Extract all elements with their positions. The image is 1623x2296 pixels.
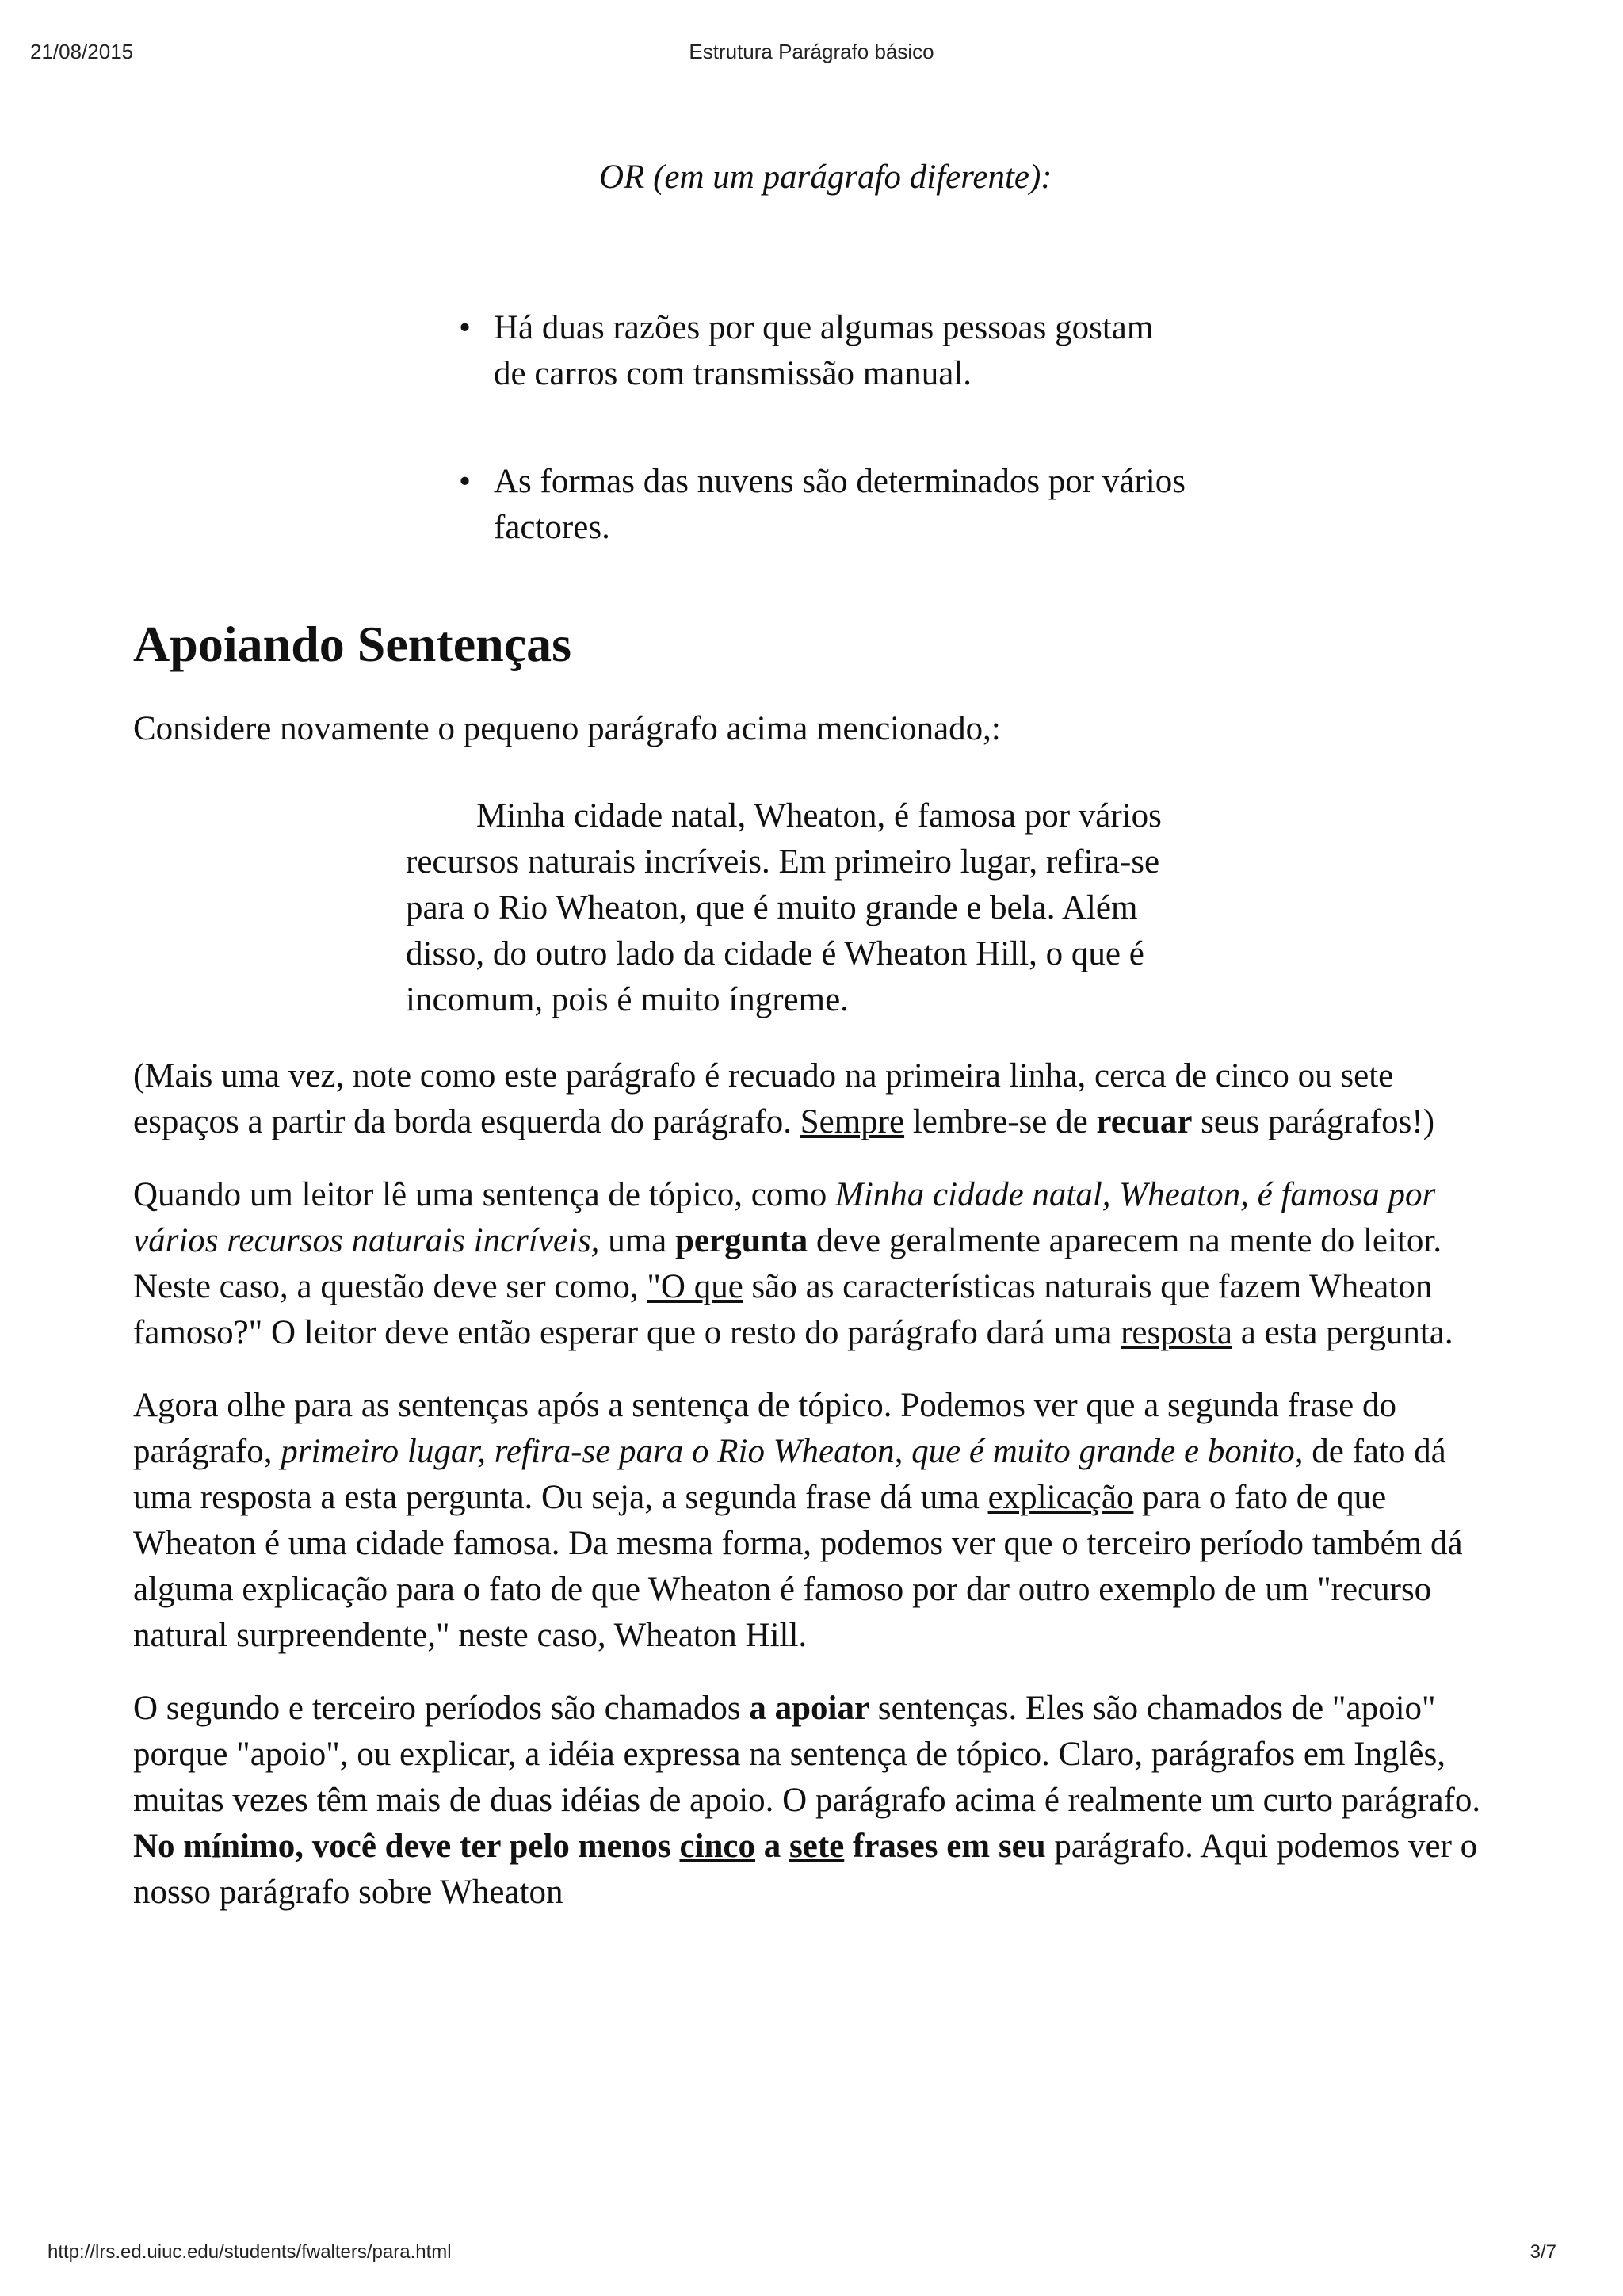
bold-text: recuar bbox=[1096, 1103, 1193, 1140]
bold-text: pergunta bbox=[674, 1222, 808, 1259]
underlined-text: explicação bbox=[987, 1479, 1134, 1516]
supporting-analysis-paragraph bbox=[133, 1383, 1496, 1659]
list-item-text: Há duas razões por que algumas pessoas gostam de carros com transmissão manual. bbox=[494, 309, 1154, 392]
text-run: são as características naturais que fazem Wheaton famoso?" O leitor deve então esperar que o resto do parágrafo dará uma bbox=[133, 1268, 1433, 1351]
text-run: de fato dá uma resposta a esta pergunta. Ou seja, a segunda frase dá uma bbox=[133, 1433, 1446, 1516]
text-run: Agora olhe para as sentenças após a sentença de tópico. Podemos ver que a segunda frase do parágrafo, bbox=[133, 1387, 1397, 1470]
example-list bbox=[133, 305, 1496, 551]
or-line: OR (em um parágrafo diferente): bbox=[599, 159, 1052, 196]
text-run: lembre-se de bbox=[904, 1103, 1097, 1140]
list-item-text: As formas das nuvens são determinados por vários factores. bbox=[494, 463, 1186, 546]
bold-text: a apoiar bbox=[749, 1690, 870, 1727]
page-number: 3/7 bbox=[1529, 2241, 1556, 2263]
document-content bbox=[133, 155, 1496, 1943]
bold-text: a bbox=[755, 1828, 790, 1865]
text-run: uma bbox=[599, 1222, 675, 1259]
reader-question-paragraph bbox=[133, 1172, 1496, 1356]
page-url: http://lrs.ed.uiuc.edu/students/fwalters/para.html bbox=[48, 2241, 452, 2263]
underlined-text: Sempre bbox=[800, 1103, 905, 1140]
bold-underlined-text: sete bbox=[789, 1828, 845, 1865]
italic-text: Minha cidade natal, Wheaton, é famosa por vários recursos naturais incríveis, bbox=[133, 1176, 1436, 1259]
text-run: O segundo e terceiro períodos são chamados bbox=[133, 1690, 750, 1727]
text-run: seus parágrafos!) bbox=[1192, 1103, 1435, 1140]
underlined-text: resposta bbox=[1121, 1314, 1233, 1351]
supporting-sentences-paragraph bbox=[133, 1686, 1496, 1916]
text-run: parágrafo. Aqui podemos ver o nosso parágrafo sobre Wheaton bbox=[133, 1828, 1478, 1911]
indent-note-paragraph bbox=[133, 1053, 1496, 1145]
print-date: 21/08/2015 bbox=[30, 40, 134, 63]
bold-text: frases em seu bbox=[844, 1828, 1046, 1865]
intro-paragraph: Considere novamente o pequeno parágrafo acima mencionado,: bbox=[133, 710, 1001, 747]
print-title: Estrutura Parágrafo básico bbox=[689, 40, 934, 63]
sample-paragraph: Minha cidade natal, Wheaton, é famosa por vários recursos naturais incríveis. Em primeiro lugar, refira-se para o Rio Wheaton, que é muito grande e bela. Além disso, do outro lado da cidade é Wheaton Hill, o que é incomum, pois é muito íngreme. bbox=[406, 797, 1162, 1018]
text-run: (Mais uma vez, note como este parágrafo é recuado na primeira linha, cerca de cinco ou sete espaços a partir da borda esquerda do parágrafo. bbox=[133, 1057, 1394, 1140]
bullet-icon: • bbox=[459, 309, 472, 346]
text-run: deve geralmente aparecem na mente do leitor. Neste caso, a questão deve ser como, bbox=[133, 1222, 1442, 1305]
underlined-text: "O que bbox=[647, 1268, 743, 1305]
text-run: sentenças. Eles são chamados de "apoio" porque "apoio", ou explicar, a idéia expressa na sentença de tópico. Claro, parágrafos em Inglês, muitas vezes têm mais de duas idéias de apoio. O parágrafo acima é realmente um curto parágrafo. bbox=[133, 1690, 1481, 1819]
bold-underlined-text: cinco bbox=[679, 1828, 756, 1865]
text-run: para o fato de que Wheaton é uma cidade famosa. Da mesma forma, podemos ver que o terceiro período também dá alguma explicação para o fato de que Wheaton é famoso por dar outro exemplo de um "recurso natural surpreendente," neste caso, Wheaton Hill. bbox=[133, 1479, 1463, 1654]
text-run: a esta pergunta. bbox=[1232, 1314, 1453, 1351]
italic-text: primeiro lugar, refira-se para o Rio Wheaton, que é muito grande e bonito, bbox=[281, 1433, 1304, 1470]
list-item bbox=[459, 305, 1191, 397]
list-item bbox=[459, 459, 1191, 551]
print-header bbox=[0, 0, 1623, 95]
bold-text: No mínimo, você deve ter pelo menos bbox=[133, 1828, 680, 1865]
section-heading: Apoiando Sentenças bbox=[133, 616, 571, 672]
text-run: Quando um leitor lê uma sentença de tópico, como bbox=[133, 1176, 836, 1213]
bullet-icon: • bbox=[459, 463, 472, 500]
